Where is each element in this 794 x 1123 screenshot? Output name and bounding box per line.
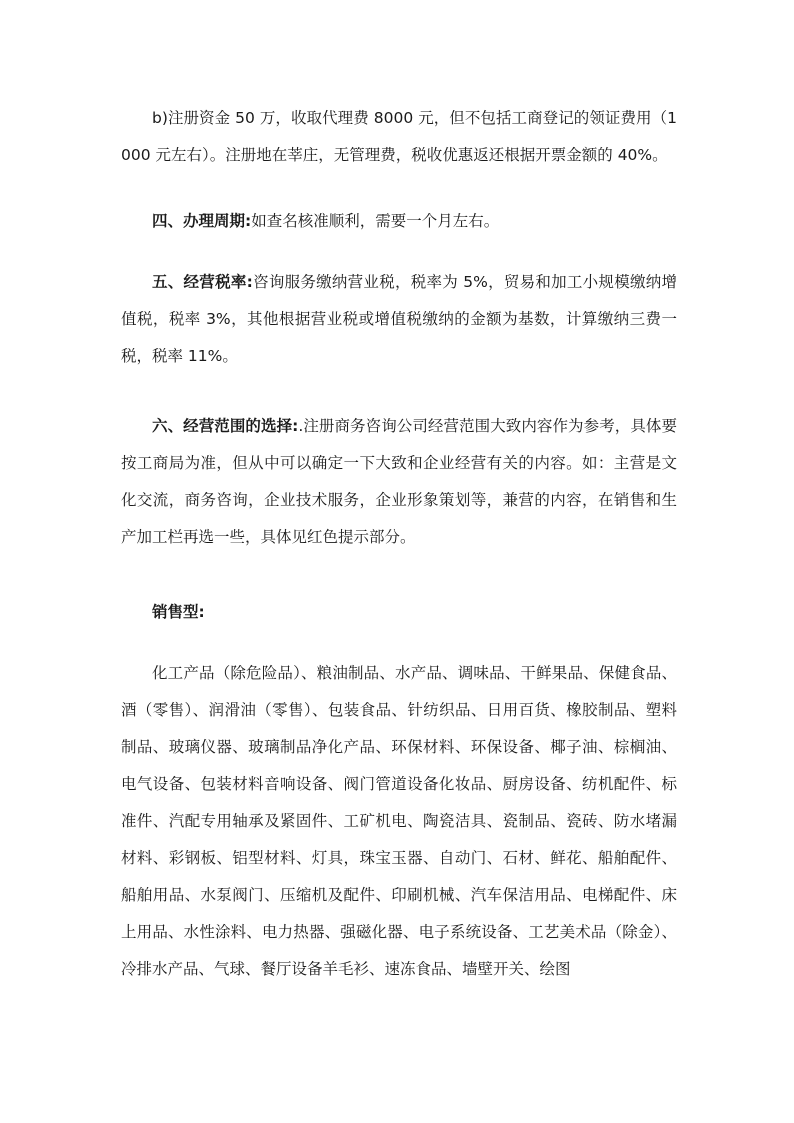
text-processing-period: 如查名核准顺利，需要一个月左右。 xyxy=(251,212,500,230)
heading-processing-period: 四、办理周期: xyxy=(152,212,252,230)
paragraph-processing-period xyxy=(121,203,677,240)
paragraph-registration-capital: b)注册资金 50 万，收取代理费 8000 元，但不包括工商登记的领证费用（1000 元左右）。注册地在莘庄，无管理费，税收优惠返还根据开票金额的 40%。 xyxy=(121,109,677,164)
text-tax-rate: 咨询服务缴纳营业税，税率为 5%，贸易和加工小规模缴纳增值税，税率 3%，其他根据营业税或增值税缴纳的金额为基数，计算缴纳三费一税，税率 11%。 xyxy=(121,273,677,365)
paragraph-tax-rate xyxy=(121,264,677,375)
heading-business-scope: 六、经营范围的选择: xyxy=(152,417,299,435)
heading-tax-rate: 五、经营税率: xyxy=(152,273,253,291)
heading-sales-type: 销售型: xyxy=(152,603,205,621)
paragraph-business-scope xyxy=(121,408,677,556)
paragraph-sales-items: 化工产品（除危险品）、粮油制品、水产品、调味品、干鲜果品、保健食品、酒（零售）、润滑油（零售）、包装食品、针纺织品、日用百货、橡胶制品、塑料制品、玻璃仪器、玻璃制品净化产品、环保材料、环保设备、椰子油、棕榈油、电气设备、包装材料音响设备、阀门管道设备化妆品、厨房设备、纺机配件、标准件、汽配专用轴承及紧固件、工矿机电、陶瓷洁具、瓷制品、瓷砖、防水堵漏材料、彩钢板、铝型材料、灯具，珠宝玉器、自动门、石材、鲜花、船舶配件、船舶用品、水泵阀门、压缩机及配件、印刷机械、汽车保洁用品、电梯配件、床上用品、水性涂料、电力热器、强磁化器、电子系统设备、工艺美术品（除金）、冷排水产品、气球、餐厅设备羊毛衫、速冻食品、墙壁开关、绘图 xyxy=(121,664,677,978)
text-business-scope: .注册商务咨询公司经营范围大致内容作为参考，具体要按工商局为准，但从中可以确定一下大致和企业经营有关的内容。如：主营是文化交流，商务咨询，企业技术服务，企业形象策划等，兼营的内容，在销售和生产加工栏再选一些，具体见红色提示部分。 xyxy=(121,417,677,546)
